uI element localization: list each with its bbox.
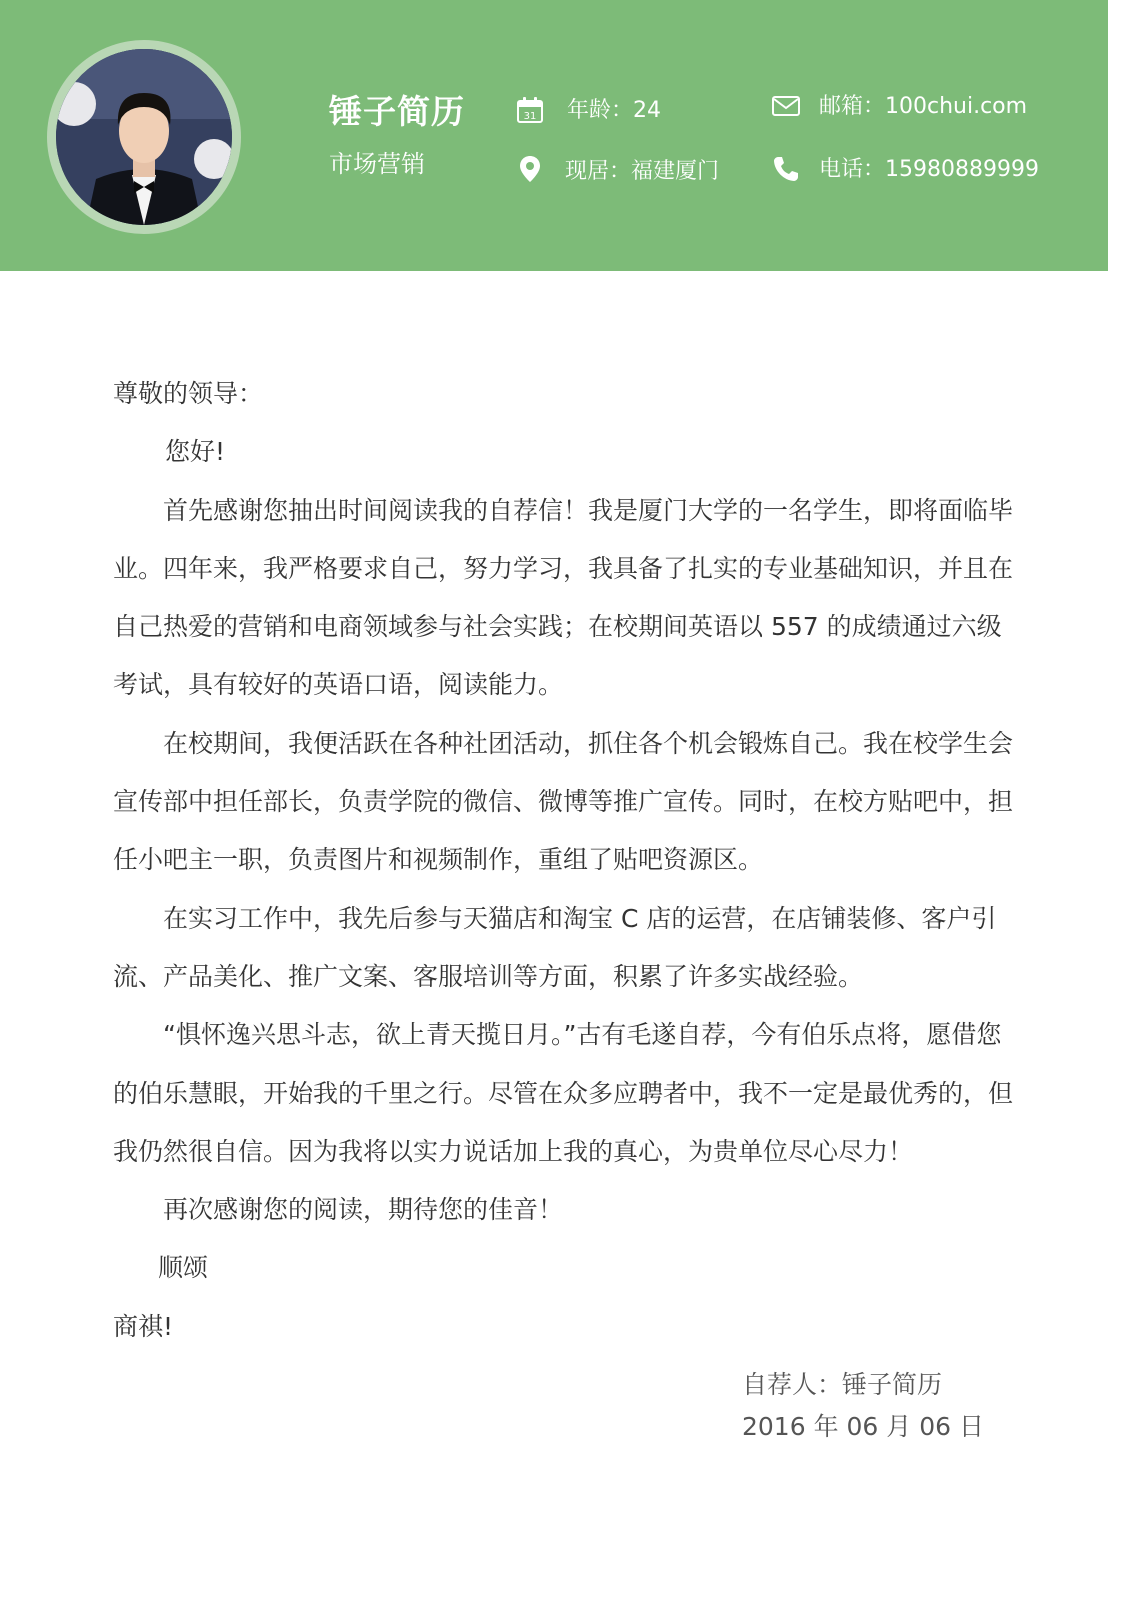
email-text: 邮箱：100chui.com	[819, 94, 1028, 119]
header-banner	[0, 0, 1108, 271]
closing-line-2: 商祺!	[113, 1311, 174, 1341]
paragraph-intro: 首先感谢您抽出时间阅读我的自荐信！我是厦门大学的一名学生，即将面临毕业。四年来，我严格要求自己，努力学习，我具备了扎实的专业基础知识，并且在自己热爱的营销和电商领域参与社会实践；在校期间英语以 557 的成绩通过六级考试，具有较好的英语口语，阅读能力。	[113, 495, 1014, 700]
greeting: 您好!	[165, 437, 226, 467]
candidate-name: 锤子简历	[329, 92, 465, 131]
avatar	[56, 49, 232, 225]
paragraph-internship: 在实习工作中，我先后参与天猫店和淘宝 C 店的运营，在店铺装修、客户引流、产品美化、推广文案、客服培训等方面，积累了许多实战经验。	[113, 903, 997, 991]
letter-date: 2016 年 06 月 06 日	[742, 1412, 984, 1441]
signer-name: 自荐人：锤子简历	[742, 1370, 943, 1399]
phone-text: 电话：15980889999	[819, 157, 1039, 182]
calendar-day-label: 31	[523, 111, 537, 122]
signature-block	[742, 1364, 984, 1448]
job-title: 市场营销	[329, 150, 425, 178]
closing-line-1: 顺颂	[158, 1253, 209, 1283]
letter-body	[113, 365, 1018, 1356]
calendar-icon	[515, 95, 545, 125]
paragraph-campus: 在校期间，我便活跃在各种社团活动，抓住各个机会锻炼自己。我在校学生会宣传部中担任部长，负责学院的微信、微博等推广宣传。同时，在校方贴吧中，担任小吧主一职，负责图片和视频制作，重组了贴吧资源区。	[113, 728, 1014, 875]
location-text: 现居：福建厦门	[565, 159, 720, 184]
age-text: 年龄：24	[567, 98, 661, 123]
paragraph-aspiration: “惧怀逸兴思斗志，欲上青天揽日月。”古有毛遂自荐，今有伯乐点将，愿借您的伯乐慧眼，开始我的千里之行。尽管在众多应聘者中，我不一定是最优秀的，但我仍然很自信。因为我将以实力说话加上我的真心，为贵单位尽心尽力！	[113, 1020, 1014, 1166]
phone-icon	[771, 154, 801, 184]
location-pin-icon	[515, 154, 545, 184]
paragraph-thanks: 再次感谢您的阅读，期待您的佳音！	[163, 1195, 564, 1225]
salutation: 尊敬的领导：	[113, 379, 264, 408]
mail-icon	[771, 91, 801, 121]
